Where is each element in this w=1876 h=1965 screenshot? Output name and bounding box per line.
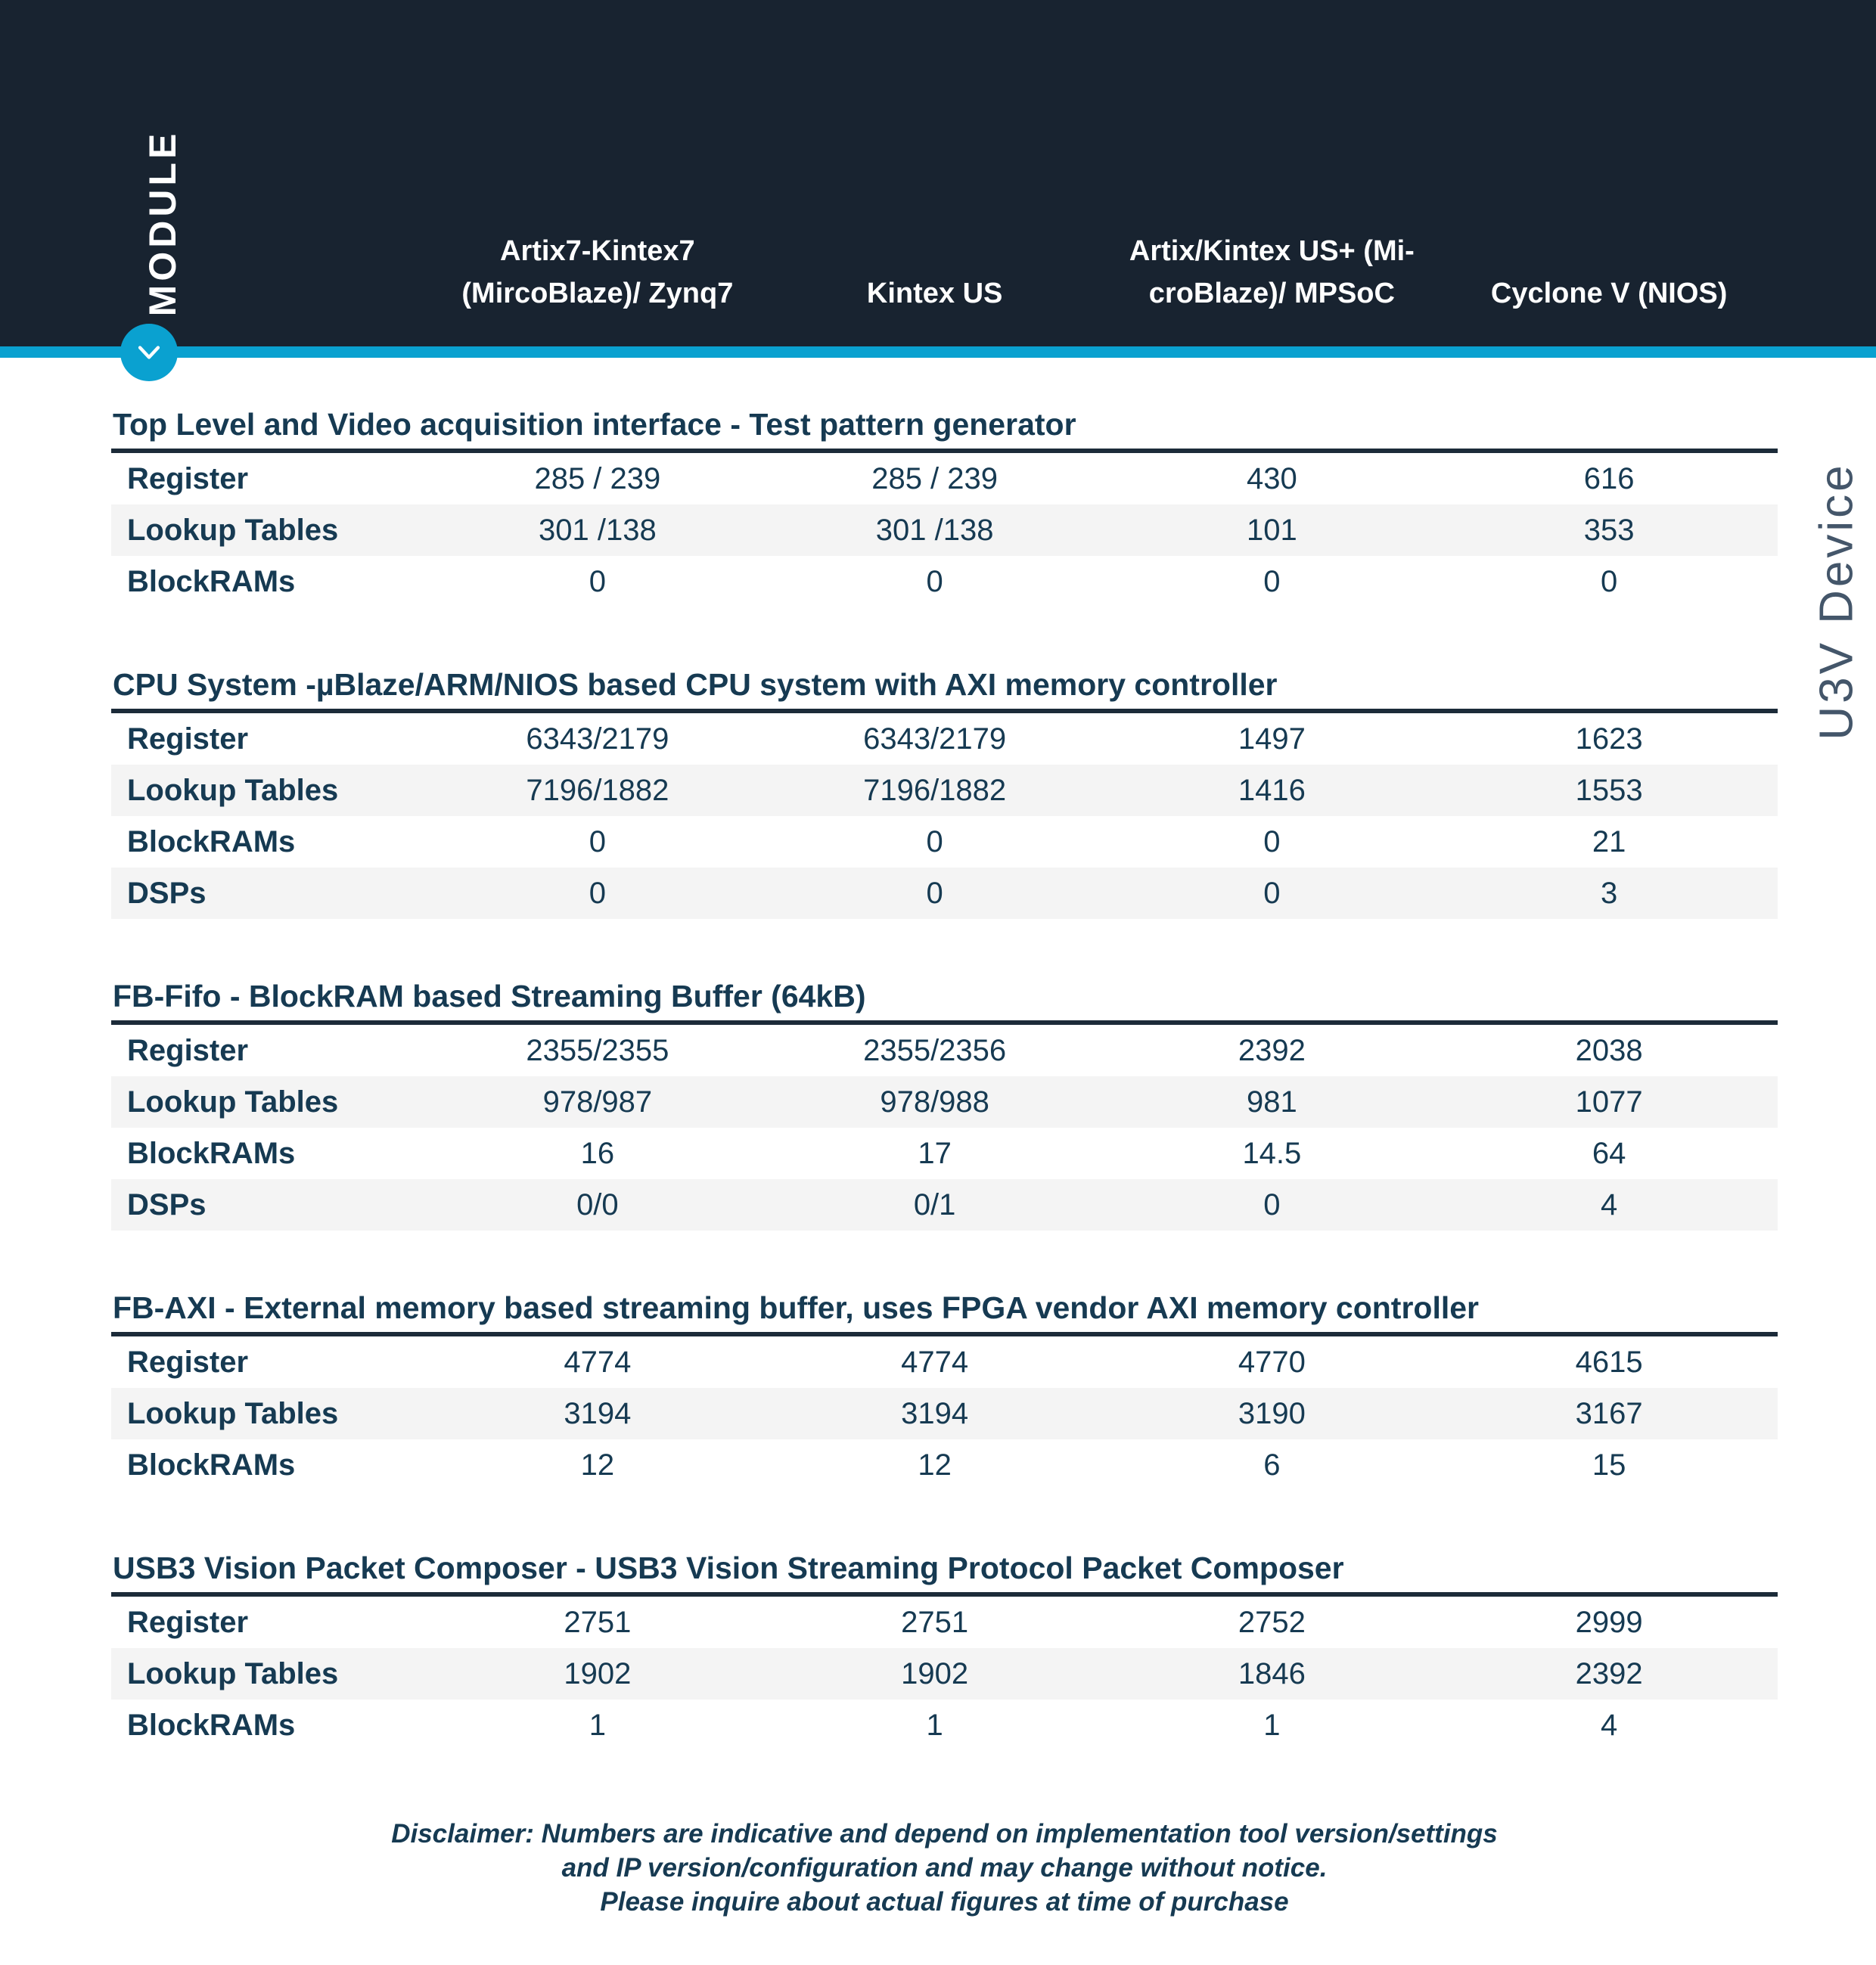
row-label: BlockRAMs <box>127 1708 296 1742</box>
cell-value: 978/987 <box>542 1085 653 1119</box>
row-label: Lookup Tables <box>127 513 339 547</box>
table-section-top-level <box>111 406 1778 607</box>
table-row <box>111 1597 1778 1648</box>
cell-value: 301 /138 <box>875 513 994 547</box>
cell-value: 616 <box>1583 461 1635 495</box>
cell-value: 1497 <box>1238 722 1306 756</box>
column-header-line: Cyclone V (NIOS) <box>1490 278 1728 309</box>
table-section-fb-fifo <box>111 978 1778 1231</box>
row-label: Lookup Tables <box>127 1656 339 1690</box>
row-label: Lookup Tables <box>127 1085 339 1119</box>
disclaimer-line: and IP version/configuration and may change without notice. <box>561 1853 1328 1883</box>
section-title: USB3 Vision Packet Composer - USB3 Vision Streaming Protocol Packet Composer <box>111 1550 1778 1597</box>
disclaimer-text <box>111 1817 1778 1919</box>
cell-value: 6343/2179 <box>863 722 1007 756</box>
cell-value: 21 <box>1592 824 1626 858</box>
cell-value: 0 <box>589 564 606 598</box>
cell-value: 3 <box>1601 876 1618 910</box>
section-rows <box>111 713 1778 919</box>
table-row <box>111 1388 1778 1439</box>
cell-value: 1623 <box>1575 722 1643 756</box>
row-label: DSPs <box>127 876 207 910</box>
column-header-line: Artix/Kintex US+ (Mi- <box>1129 235 1415 267</box>
section-rows <box>111 1025 1778 1231</box>
cell-value: 7196/1882 <box>863 773 1007 807</box>
cell-value: 301 /138 <box>539 513 657 547</box>
cell-value: 1416 <box>1238 773 1306 807</box>
table-section-fb-axi <box>111 1290 1778 1491</box>
cell-value: 2392 <box>1575 1656 1643 1690</box>
cell-value: 1553 <box>1575 773 1643 807</box>
cell-value: 2752 <box>1238 1605 1306 1639</box>
cell-value: 2038 <box>1575 1033 1643 1067</box>
cell-value: 1 <box>1263 1708 1281 1742</box>
cell-value: 0 <box>1263 564 1281 598</box>
column-header-kintex-us <box>766 272 1104 315</box>
column-header-artix7-kintex7 <box>429 230 766 315</box>
cell-value: 4 <box>1601 1187 1618 1222</box>
row-label: BlockRAMs <box>127 824 296 858</box>
row-label: Register <box>127 461 249 495</box>
table-row <box>111 1700 1778 1751</box>
row-label: Register <box>127 1033 249 1067</box>
column-header-line: Kintex US <box>866 278 1003 309</box>
cell-value: 353 <box>1583 513 1635 547</box>
header-columns <box>111 230 1778 315</box>
column-header-line: Artix7-Kintex7 <box>500 235 695 267</box>
chevron-down-icon <box>132 336 166 369</box>
cell-value: 14.5 <box>1242 1136 1302 1170</box>
cell-value: 4615 <box>1575 1345 1643 1379</box>
section-title: Top Level and Video acquisition interface - Test pattern generator <box>111 406 1778 453</box>
cell-value: 0/1 <box>913 1187 956 1222</box>
row-label: BlockRAMs <box>127 564 296 598</box>
disclaimer-line: Disclaimer: Numbers are indicative and depend on implementation tool version/settings <box>391 1819 1498 1849</box>
cell-value: 0 <box>926 876 943 910</box>
table-row <box>111 1076 1778 1128</box>
cell-value: 2355/2355 <box>526 1033 669 1067</box>
cell-value: 3194 <box>901 1396 969 1430</box>
table-header-band <box>0 0 1876 346</box>
cell-value: 0 <box>589 824 606 858</box>
disclaimer-line: Please inquire about actual figures at time of purchase <box>600 1887 1289 1917</box>
table-row <box>111 713 1778 765</box>
section-title: CPU System -µBlaze/ARM/NIOS based CPU system with AXI memory controller <box>111 666 1778 713</box>
cell-value: 3167 <box>1575 1396 1643 1430</box>
table-row <box>111 453 1778 504</box>
cell-value: 6 <box>1263 1448 1281 1482</box>
table-row <box>111 1179 1778 1231</box>
cell-value: 285 / 239 <box>871 461 999 495</box>
cell-value: 7196/1882 <box>526 773 669 807</box>
cell-value: 2392 <box>1238 1033 1306 1067</box>
cell-value: 0 <box>1601 564 1618 598</box>
cell-value: 12 <box>580 1448 615 1482</box>
cell-value: 6343/2179 <box>526 722 669 756</box>
table-row <box>111 1336 1778 1388</box>
cell-value: 17 <box>918 1136 952 1170</box>
cell-value: 430 <box>1247 461 1297 495</box>
cell-value: 4774 <box>564 1345 632 1379</box>
cell-value: 285 / 239 <box>534 461 661 495</box>
section-rows <box>111 1336 1778 1491</box>
table-row <box>111 556 1778 607</box>
row-label: Register <box>127 1345 249 1379</box>
cell-value: 1902 <box>564 1656 632 1690</box>
cell-value: 4774 <box>901 1345 969 1379</box>
cell-value: 15 <box>1592 1448 1626 1482</box>
table-row <box>111 1439 1778 1491</box>
cell-value: 2751 <box>901 1605 969 1639</box>
cell-value: 12 <box>918 1448 952 1482</box>
resource-table <box>111 358 1778 1751</box>
cell-value: 0 <box>589 876 606 910</box>
cell-value: 2751 <box>564 1605 632 1639</box>
row-label: Lookup Tables <box>127 773 339 807</box>
row-label: Register <box>127 722 249 756</box>
cell-value: 0 <box>926 564 943 598</box>
expand-chevron-badge[interactable] <box>120 324 178 381</box>
section-rows <box>111 453 1778 607</box>
cell-value: 2999 <box>1575 1605 1643 1639</box>
cell-value: 0 <box>926 824 943 858</box>
table-row <box>111 816 1778 868</box>
table-row <box>111 1025 1778 1076</box>
cell-value: 4770 <box>1238 1345 1306 1379</box>
cell-value: 3190 <box>1238 1396 1306 1430</box>
cell-value: 2355/2356 <box>863 1033 1007 1067</box>
column-header-line: croBlaze)/ MPSoC <box>1148 278 1395 309</box>
table-section-cpu-system <box>111 666 1778 919</box>
cell-value: 4 <box>1601 1708 1618 1742</box>
cell-value: 0 <box>1263 824 1281 858</box>
cell-value: 64 <box>1592 1136 1626 1170</box>
accent-divider-bar <box>0 346 1876 358</box>
cell-value: 0 <box>1263 1187 1281 1222</box>
cell-value: 1846 <box>1238 1656 1306 1690</box>
cell-value: 981 <box>1247 1085 1297 1119</box>
table-row <box>111 504 1778 556</box>
side-label-u3v-device: U3V Device <box>1810 462 1863 740</box>
module-column-label: MODULE <box>141 129 184 317</box>
row-label: DSPs <box>127 1187 207 1222</box>
row-label: Lookup Tables <box>127 1396 339 1430</box>
column-header-cyclone-v <box>1440 272 1778 315</box>
cell-value: 3194 <box>564 1396 632 1430</box>
cell-value: 16 <box>580 1136 615 1170</box>
cell-value: 1077 <box>1575 1085 1643 1119</box>
table-section-usb3-packet-composer <box>111 1550 1778 1751</box>
column-header-line: (MircoBlaze)/ Zynq7 <box>461 278 734 309</box>
table-row <box>111 1648 1778 1700</box>
row-label: Register <box>127 1605 249 1639</box>
cell-value: 101 <box>1247 513 1297 547</box>
table-row <box>111 1128 1778 1179</box>
table-row <box>111 868 1778 919</box>
section-title: FB-AXI - External memory based streaming buffer, uses FPGA vendor AXI memory controller <box>111 1290 1778 1336</box>
cell-value: 1 <box>589 1708 606 1742</box>
row-label: BlockRAMs <box>127 1136 296 1170</box>
cell-value: 0/0 <box>576 1187 619 1222</box>
section-rows <box>111 1597 1778 1751</box>
cell-value: 978/988 <box>880 1085 989 1119</box>
table-row <box>111 765 1778 816</box>
cell-value: 1 <box>926 1708 943 1742</box>
row-label: BlockRAMs <box>127 1448 296 1482</box>
section-title: FB-Fifo - BlockRAM based Streaming Buffer (64kB) <box>111 978 1778 1025</box>
column-header-artix-kintex-usplus <box>1104 230 1441 315</box>
cell-value: 0 <box>1263 876 1281 910</box>
cell-value: 1902 <box>901 1656 969 1690</box>
